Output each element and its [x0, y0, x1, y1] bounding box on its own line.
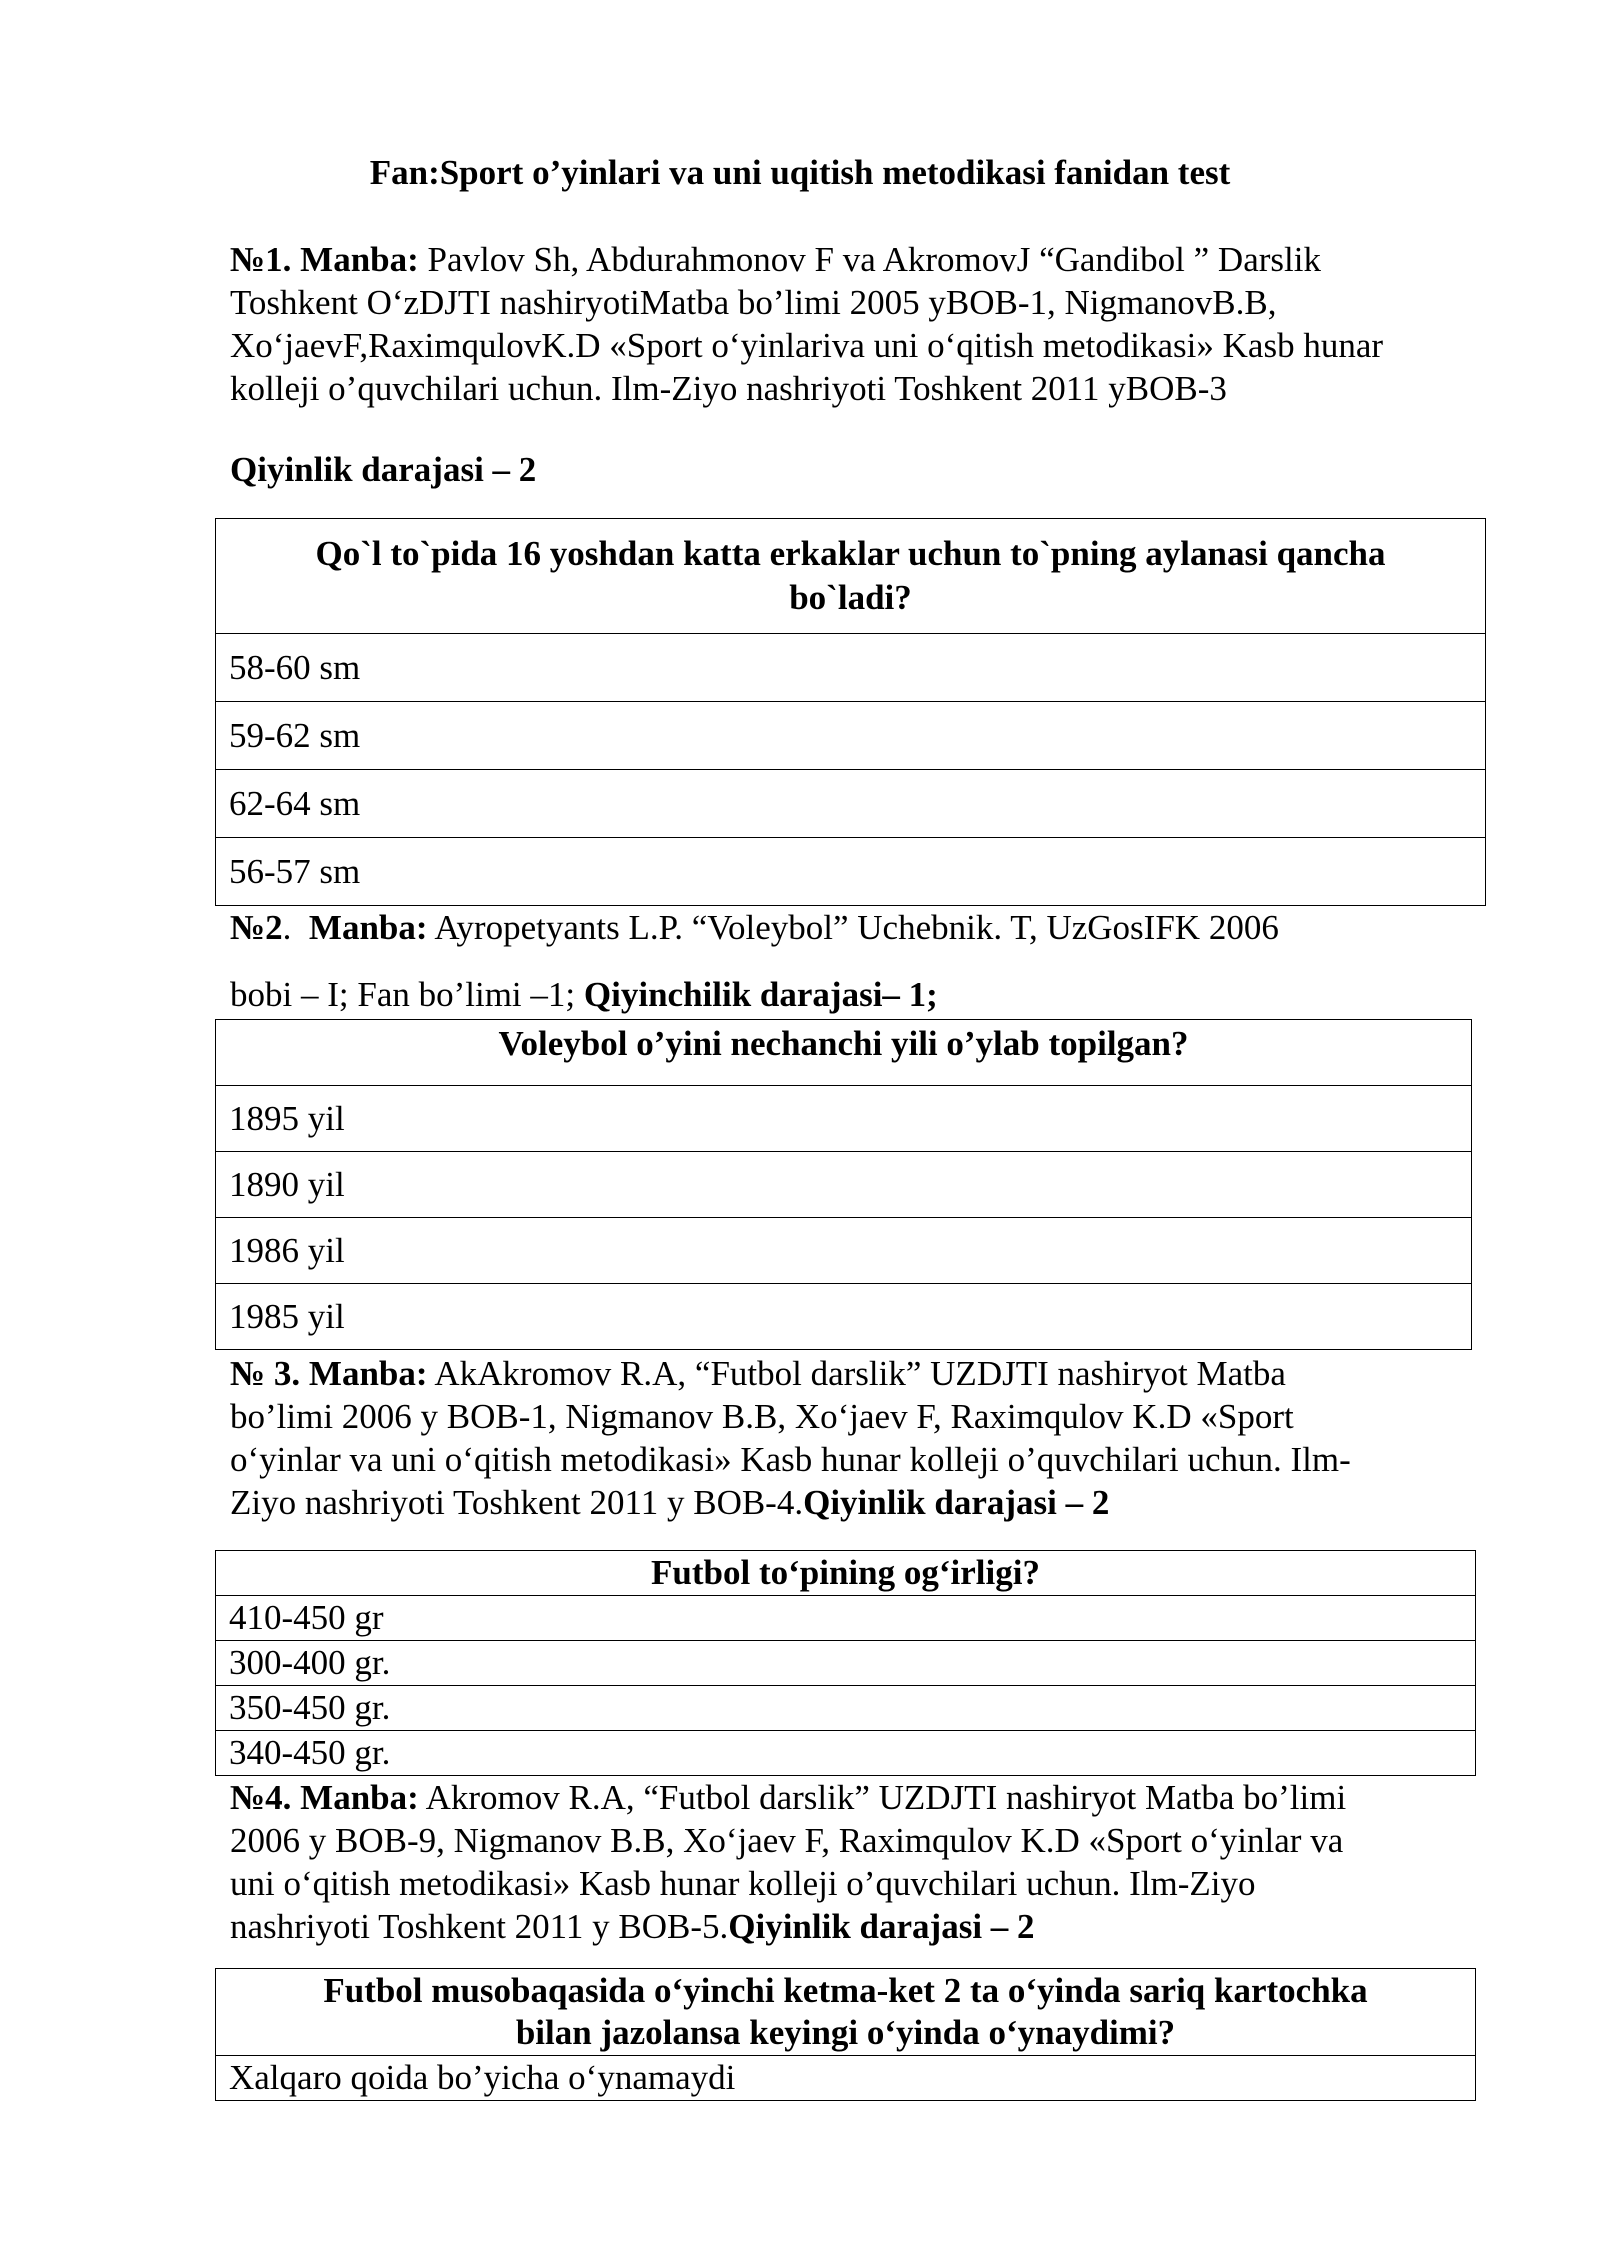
q2-source-line-2	[230, 973, 1505, 1016]
q2-difficulty: Qiyinchilik darajasi– 1;	[583, 975, 938, 1014]
q1-question-line: bo`ladi?	[789, 578, 912, 617]
q4-option-a: Xalqaro qoida bo’yicha o‘ynamaydi	[216, 2056, 1476, 2101]
q3-source-line	[230, 1481, 1505, 1524]
q4-table	[215, 1968, 1476, 2101]
q4-source-line: 2006 y BOB-9, Nigmanov B.B, Xo‘jaev F, Raximqulov K.D «Sport o‘yinlar va	[230, 1821, 1344, 1860]
q3-option-d: 340-450 gr.	[216, 1731, 1476, 1776]
q2-option-b: 1890 yil	[216, 1152, 1472, 1218]
q2-option-a: 1895 yil	[216, 1086, 1472, 1152]
q1-table	[215, 518, 1486, 906]
q3-source-line: o‘yinlar va uni o‘qitish metodikasi» Kasb hunar kolleji o’quvchilari uchun. Ilm-	[230, 1440, 1351, 1479]
q3-table	[215, 1550, 1476, 1776]
q4-source-text-end: nashriyoti Toshkent 2011 y BOB-5.	[230, 1907, 729, 1946]
q3-option-c: 350-450 gr.	[216, 1686, 1476, 1731]
q4-source-line	[230, 1905, 1505, 1948]
q1-source-line	[230, 238, 1505, 281]
q3-source-text-end: Ziyo nashriyoti Toshkent 2011 y BOB-4.	[230, 1483, 804, 1522]
q2-option-c: 1986 yil	[216, 1218, 1472, 1284]
q3-option-b: 300-400 gr.	[216, 1641, 1476, 1686]
q3-question: Futbol to‘pining og‘irligi?	[216, 1551, 1476, 1596]
q1-source-line: kolleji o’quvchilari uchun. Ilm-Ziyo nashriyoti Toshkent 2011 yBOB-3	[230, 369, 1227, 408]
q2-table	[215, 1019, 1472, 1350]
q1-difficulty: Qiyinlik darajasi – 2	[230, 450, 537, 489]
q1-question-line: Qo`l to`pida 16 yoshdan katta erkaklar uchun to`pning aylanasi qancha	[315, 534, 1386, 573]
q3-source-line	[230, 1352, 1505, 1395]
q3-difficulty: Qiyinlik darajasi – 2	[803, 1483, 1110, 1522]
q4-question	[216, 1969, 1476, 2056]
q1-option-d: 56-57 sm	[216, 838, 1486, 906]
q3-source	[230, 1352, 1505, 1524]
q3-source-line: bo’limi 2006 y BOB-1, Nigmanov B.B, Xo‘jaev F, Raximqulov K.D «Sport	[230, 1397, 1294, 1436]
q2-source-text-2: bobi – I; Fan bo’limi –1;	[230, 975, 584, 1014]
q4-question-line: bilan jazolansa keyingi o‘yinda o‘ynaydimi?	[515, 2013, 1176, 2052]
q1-number: №1. Manba:	[230, 240, 419, 279]
q1-source	[230, 238, 1505, 410]
q1-option-b: 59-62 sm	[216, 702, 1486, 770]
q3-option-a: 410-450 gr	[216, 1596, 1476, 1641]
q1-source-line: Toshkent O‘zDJTI nashiryotiMatba bo’limi 2005 yBOB-1, NigmanovB.B,	[230, 283, 1277, 322]
q4-source-text: Akromov R.A, “Futbol darslik” UZDJTI nashiryot Matba bo’limi	[418, 1778, 1347, 1817]
q2-number: №2	[230, 908, 283, 947]
q2-dot: .	[282, 908, 292, 947]
document-title: Fan:Sport o’yinlari va uni uqitish metodikasi fanidan test	[369, 153, 1231, 192]
q4-source-line	[230, 1776, 1505, 1819]
q4-difficulty: Qiyinlik darajasi – 2	[728, 1907, 1035, 1946]
q4-source	[230, 1776, 1505, 1948]
q1-question	[216, 519, 1486, 634]
q1-source-line: Xo‘jaevF,RaximqulovK.D «Sport o‘yinlariva uni o‘qitish metodikasi» Kasb hunar	[230, 326, 1384, 365]
q2-source-line-1	[230, 906, 1505, 949]
q3-source-text: AkAkromov R.A, “Futbol darslik” UZDJTI nashiryot Matba	[427, 1354, 1286, 1393]
q1-source-text: Pavlov Sh, Abdurahmonov F va AkromovJ “Gandibol ” Darslik	[418, 240, 1321, 279]
q1-option-a: 58-60 sm	[216, 634, 1486, 702]
q2-manba-label: Manba:	[308, 908, 428, 947]
q4-number: №4. Manba:	[230, 1778, 419, 1817]
q2-question: Voleybol o’yini nechanchi yili o’ylab topilgan?	[216, 1020, 1472, 1086]
q2-source-text: Ayropetyants L.P. “Voleybol” Uchebnik. T, UzGosIFK 2006	[427, 908, 1279, 947]
q4-question-line: Futbol musobaqasida o‘yinchi ketma-ket 2 ta o‘yinda sariq kartochka	[323, 1971, 1368, 2010]
q1-option-c: 62-64 sm	[216, 770, 1486, 838]
q4-source-line: uni o‘qitish metodikasi» Kasb hunar kolleji o’quvchilari uchun. Ilm-Ziyo	[230, 1864, 1256, 1903]
q2-option-d: 1985 yil	[216, 1284, 1472, 1350]
q3-number: № 3. Manba:	[230, 1354, 428, 1393]
